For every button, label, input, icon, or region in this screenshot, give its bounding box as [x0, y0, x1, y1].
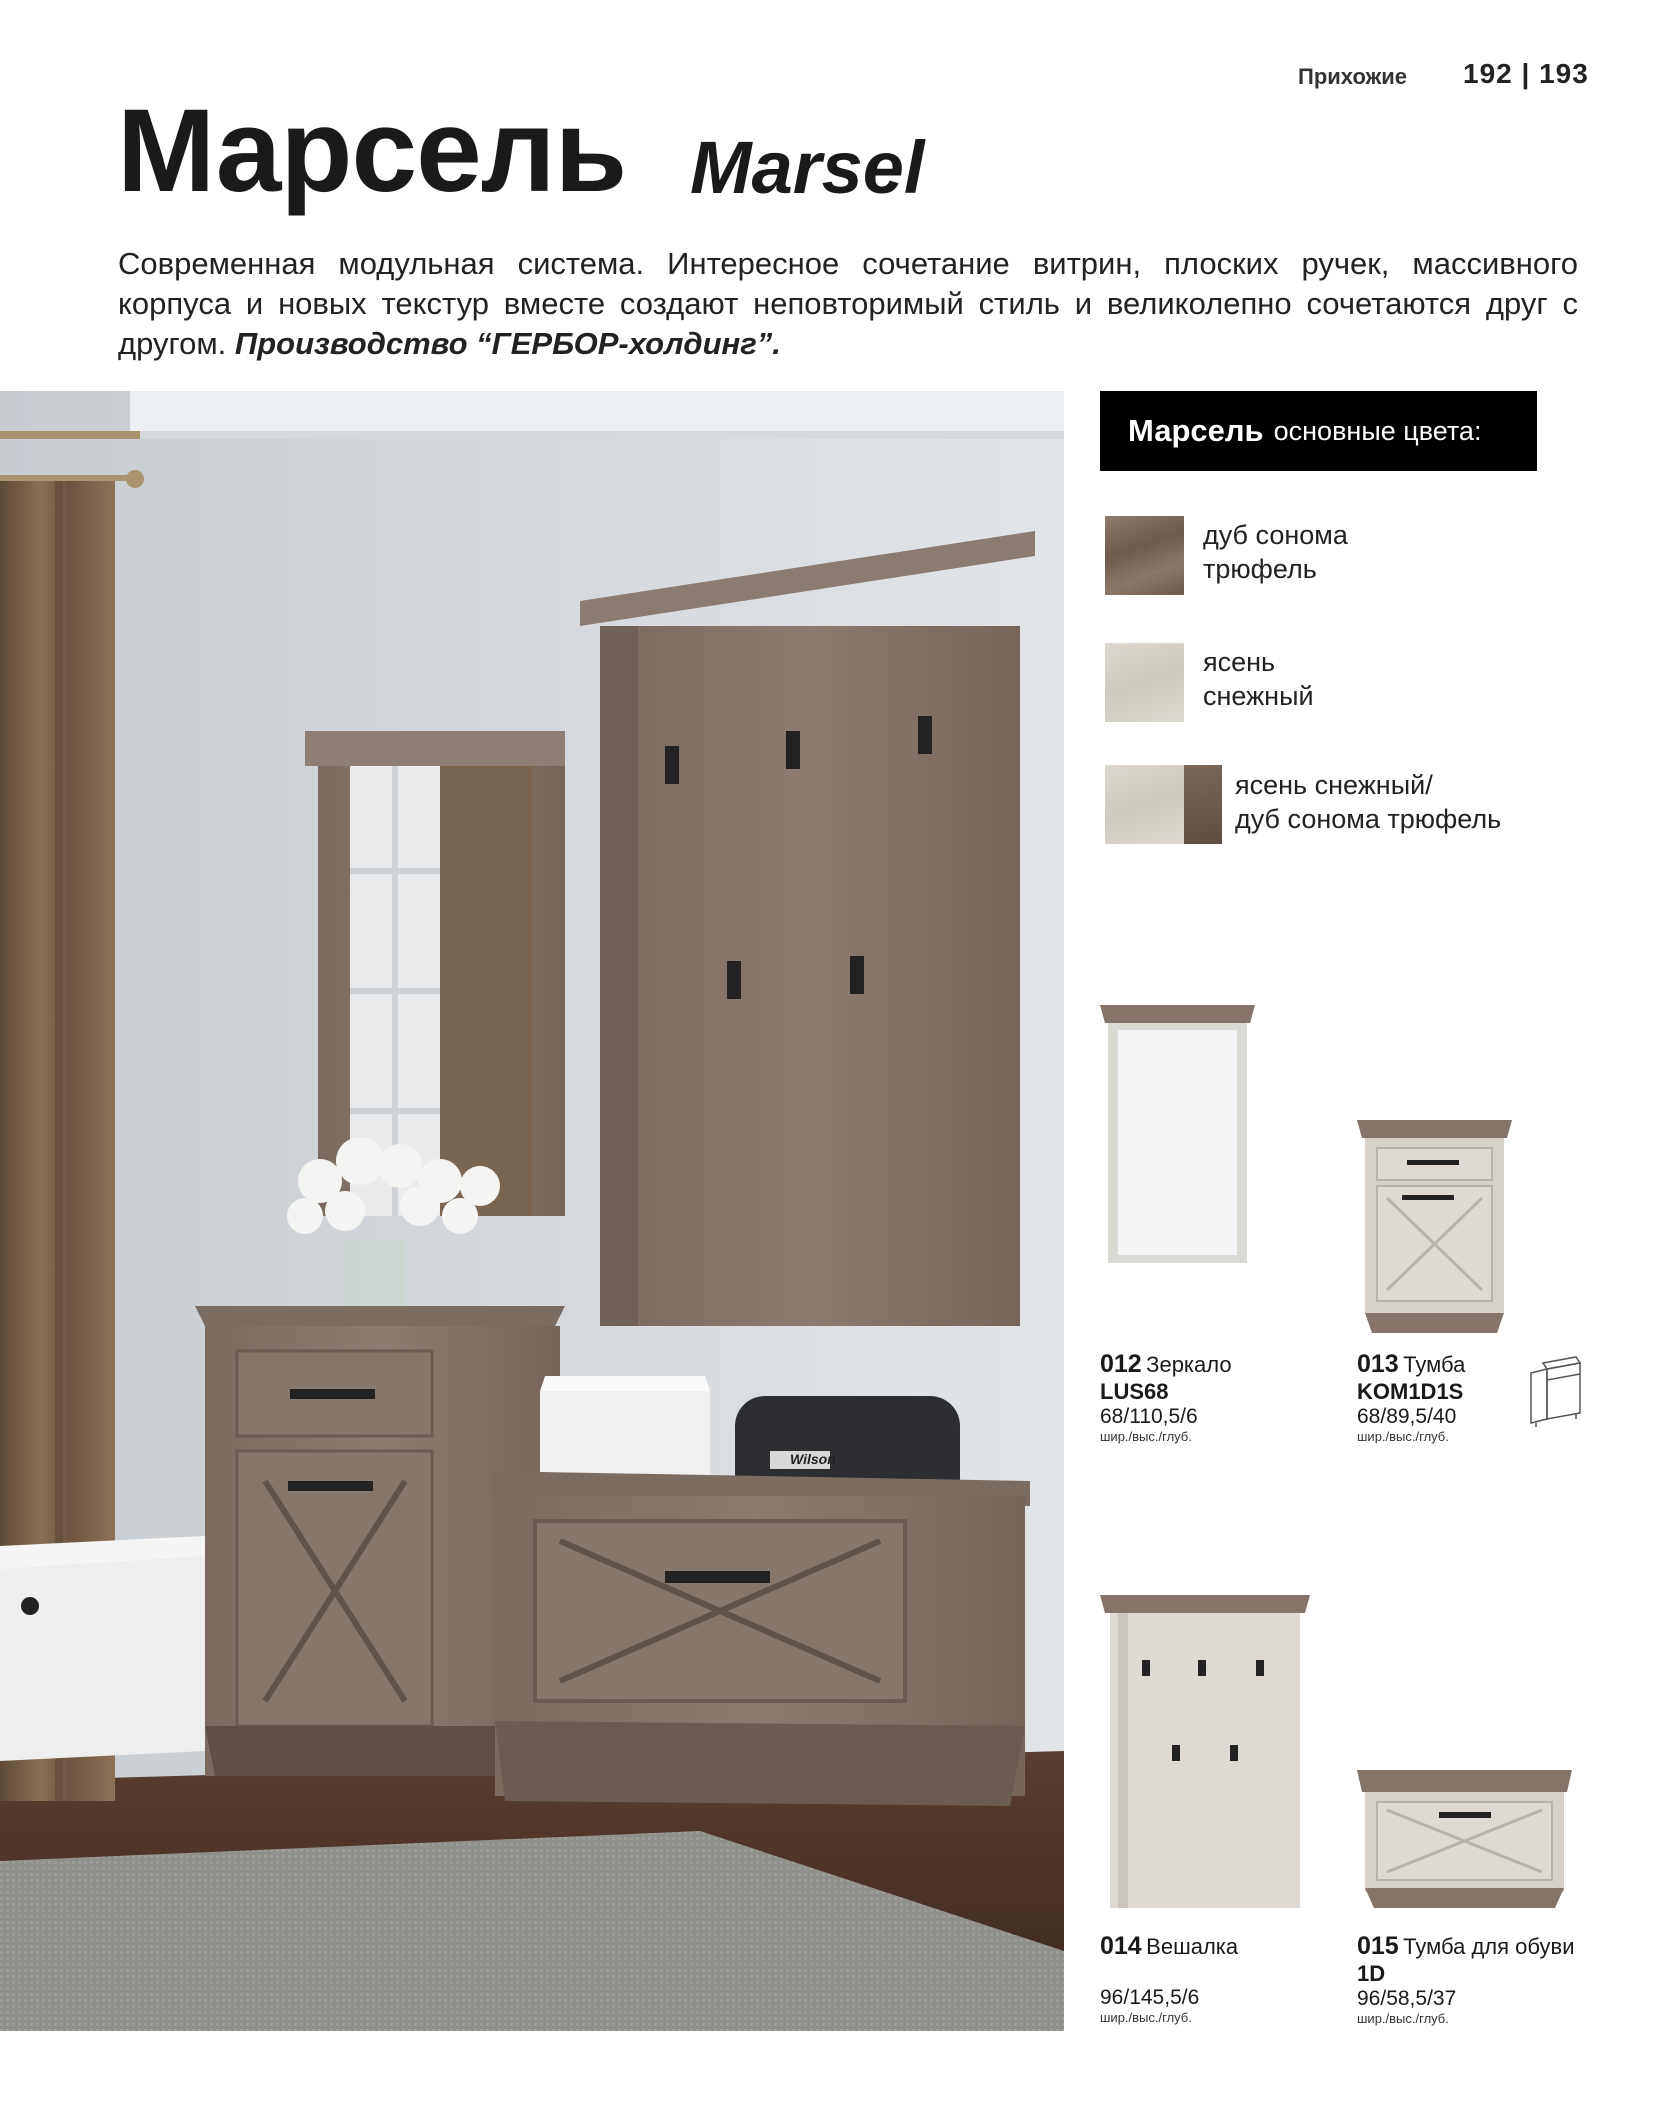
product-dimension-units: шир./выс./глуб.	[1100, 2010, 1192, 2025]
product-015	[1357, 1932, 1627, 2026]
swatch-label-2-line1: ясень	[1203, 647, 1276, 677]
product-name: Тумба для обуви	[1403, 1934, 1575, 1959]
bag-brand-label: Wilson	[790, 1451, 836, 1467]
product-code: 013	[1357, 1350, 1399, 1378]
product-014	[1100, 1932, 1340, 2025]
product-013	[1357, 1350, 1527, 1444]
product-code: 014	[1100, 1932, 1142, 1960]
product-image-shoe-cabinet	[1357, 1770, 1572, 1915]
page-numbers: 192 | 193	[1463, 58, 1589, 89]
intro-text: Современная модульная система. Интересное сочетание витрин, плоских ручек, массивного корпуса и новых текстур вместе создают неповторимый стиль и великолепно сочетаются друг с другом.	[118, 246, 1578, 361]
colors-header-text: основные цвета:	[1273, 415, 1482, 446]
product-image-coat-rack	[1100, 1595, 1310, 1915]
product-dimensions: 96/145,5/6	[1100, 1986, 1200, 2009]
page-title-latin: Marsel	[690, 126, 925, 209]
swatch-label-1	[1203, 518, 1348, 586]
swatch-label-1-line2: трюфель	[1203, 554, 1317, 584]
product-dimension-units: шир./выс./глуб.	[1357, 2011, 1449, 2026]
product-name: Вешалка	[1146, 1934, 1239, 1959]
product-name: Тумба	[1403, 1352, 1466, 1377]
swatch-part-oak	[1184, 765, 1222, 844]
colors-header-bold: Марсель	[1128, 413, 1264, 448]
swatch-ash-snow	[1105, 643, 1184, 722]
hallway-photo	[0, 391, 1064, 2031]
product-012	[1100, 1350, 1340, 1444]
colors-header	[1100, 391, 1537, 471]
producer-text: Производство “ГЕРБОР-холдинг”.	[234, 326, 781, 361]
swatch-label-2	[1203, 645, 1314, 713]
product-dimensions: 68/110,5/6	[1100, 1405, 1198, 1428]
product-dimension-units: шир./выс./глуб.	[1100, 1429, 1192, 1444]
product-dimensions: 96/58,5/37	[1357, 1987, 1457, 2010]
product-model: 1D	[1357, 1961, 1386, 1986]
intro-paragraph	[118, 244, 1578, 364]
product-image-mirror	[1100, 1005, 1255, 1270]
product-dimensions: 68/89,5/40	[1357, 1405, 1457, 1428]
product-dimension-units: шир./выс./глуб.	[1357, 1429, 1449, 1444]
product-code: 015	[1357, 1932, 1399, 1960]
product-model: KOM1D1S	[1357, 1379, 1464, 1404]
swatch-oak-sonoma-truffle	[1105, 516, 1184, 595]
swatch-label-3-line1: ясень снежный/	[1235, 770, 1433, 800]
swatch-label-2-line2: снежный	[1203, 681, 1314, 711]
swatch-label-1-line1: дуб сонома	[1203, 520, 1348, 550]
swatch-label-3	[1235, 768, 1501, 836]
product-name: Зеркало	[1146, 1352, 1232, 1377]
product-model: LUS68	[1100, 1379, 1169, 1404]
page-title: Марсель	[117, 85, 627, 217]
swatch-part-ash	[1105, 765, 1184, 844]
product-code: 012	[1100, 1350, 1142, 1378]
swatch-label-3-line2: дуб сонома трюфель	[1235, 804, 1502, 834]
product-model	[1100, 1961, 1340, 1986]
product-image-cabinet	[1357, 1120, 1512, 1340]
swatch-ash-snow-oak-truffle	[1105, 765, 1222, 844]
section-label: Прихожие	[1298, 64, 1407, 89]
cabinet-open-door-icon	[1528, 1355, 1583, 1435]
